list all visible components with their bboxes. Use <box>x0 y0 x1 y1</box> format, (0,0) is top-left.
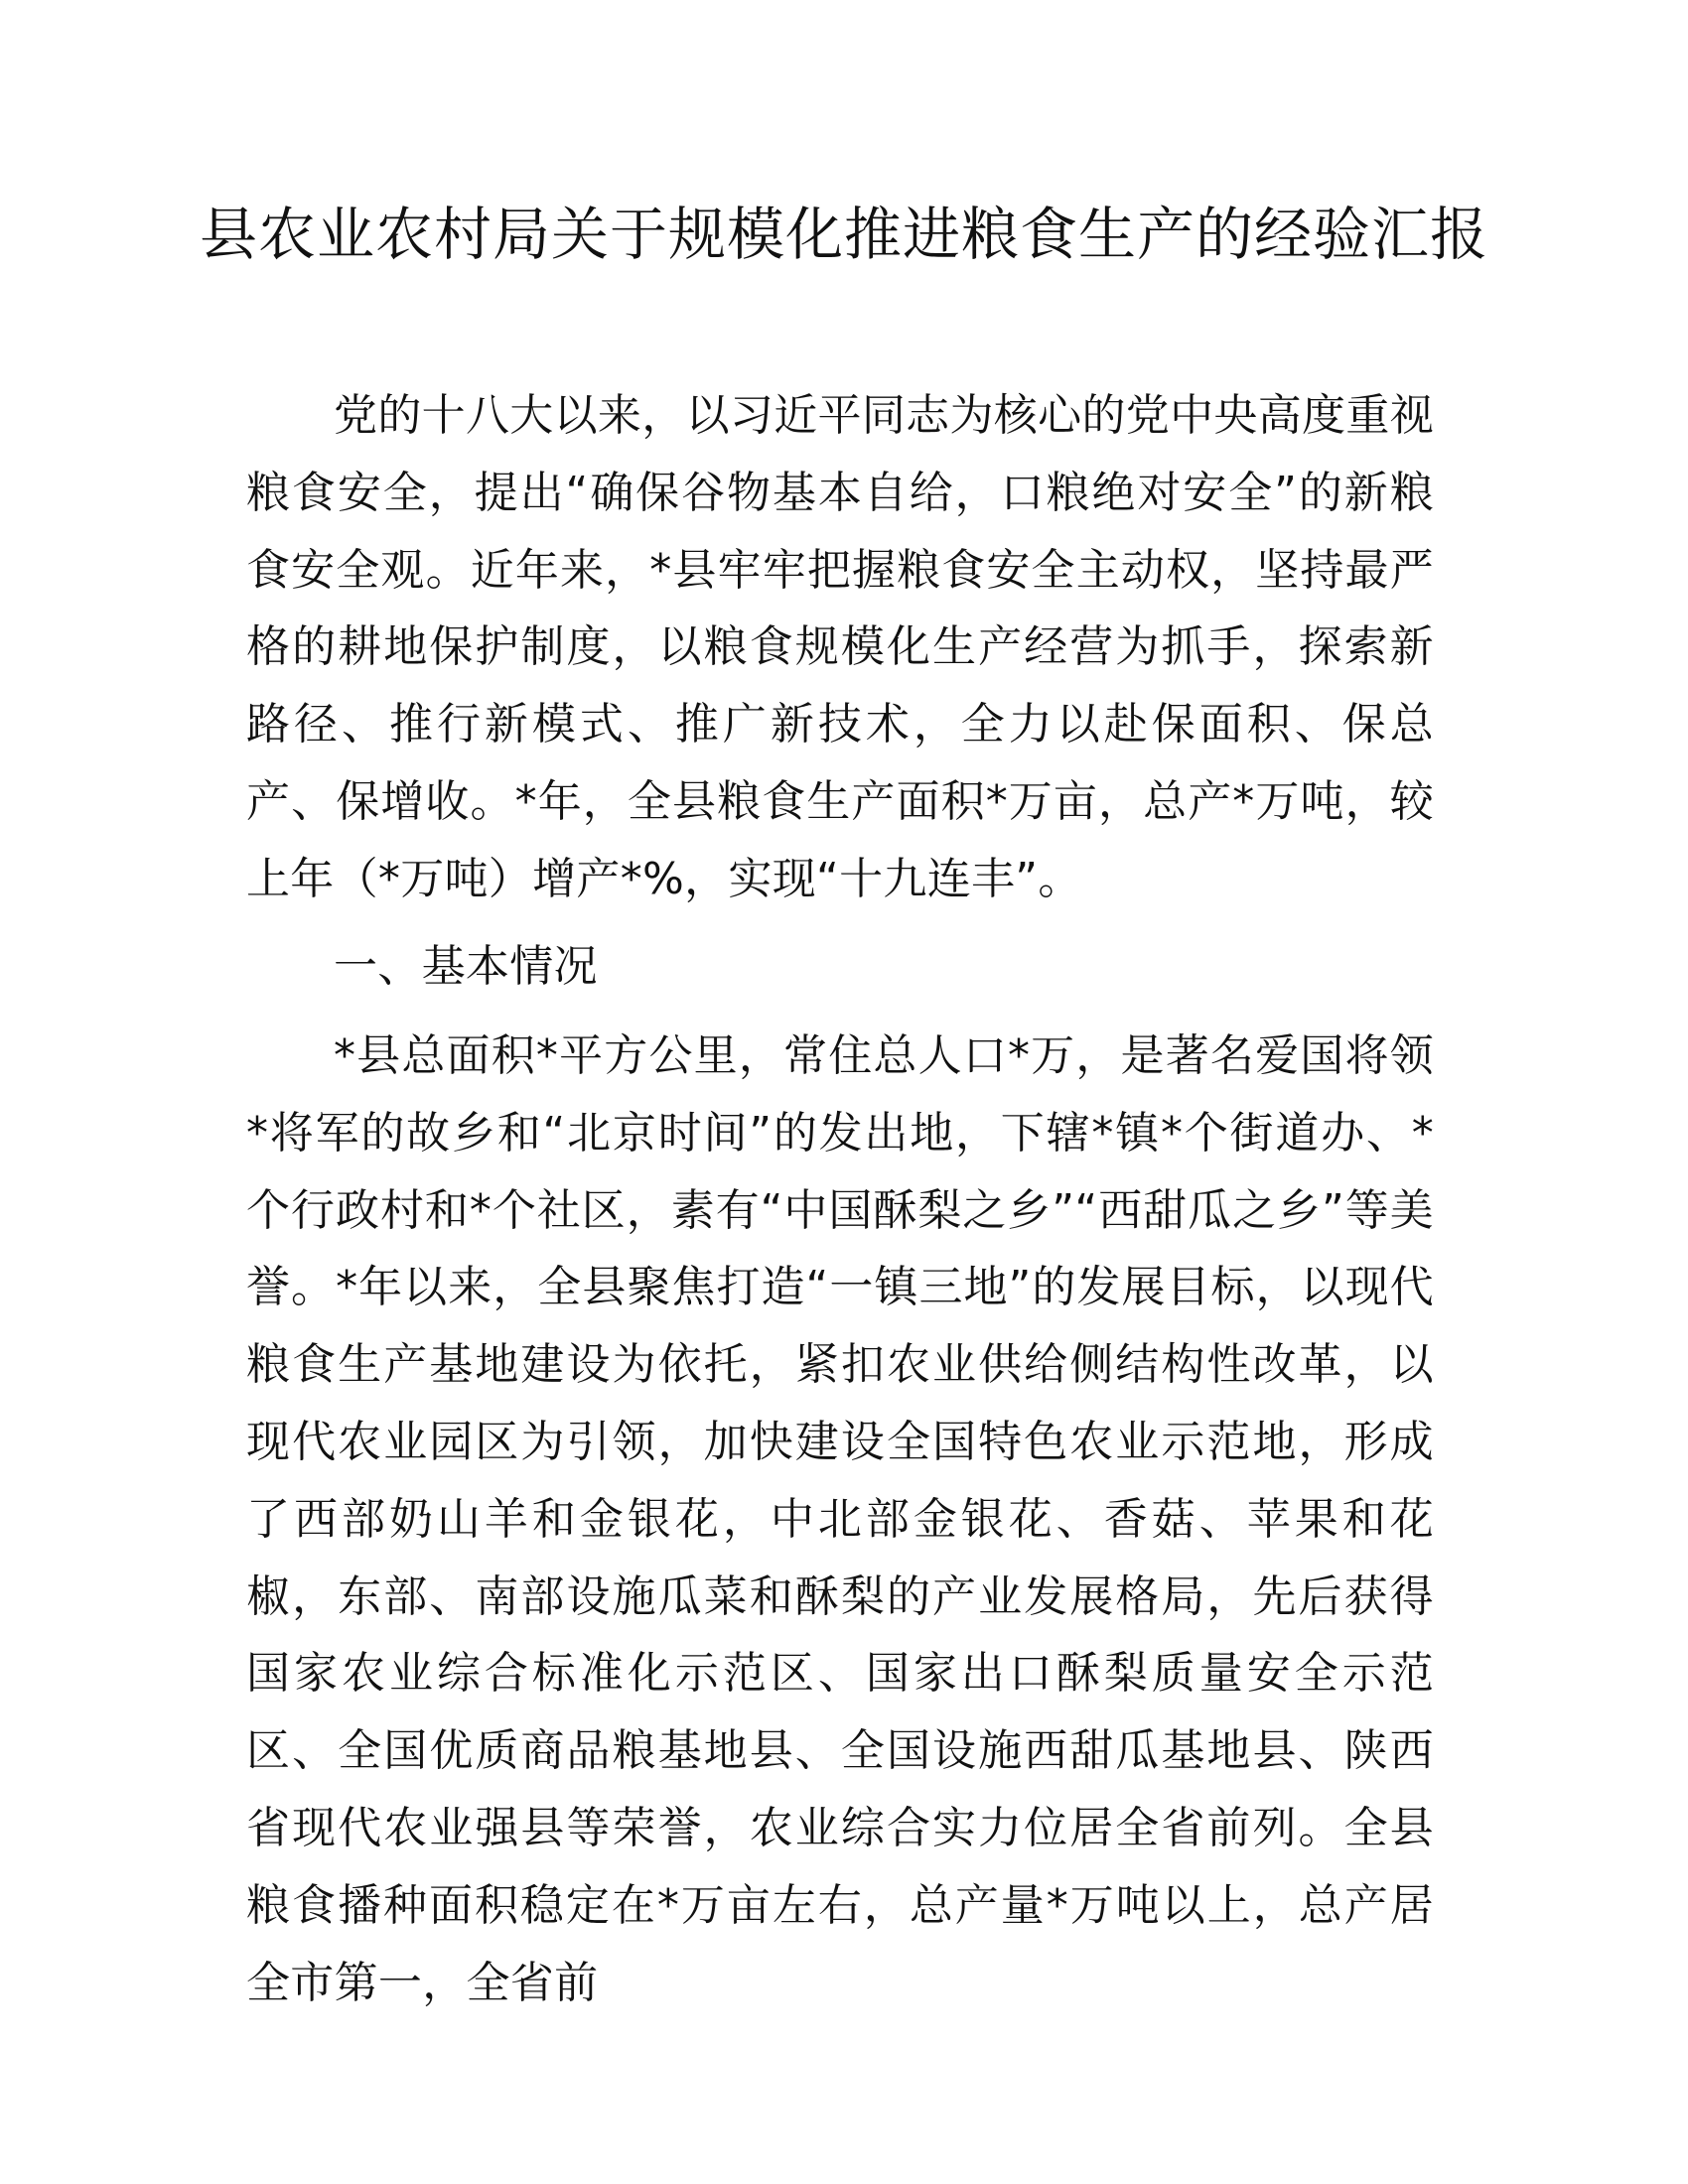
section-paragraph: *县总面积*平方公里，常住总人口*万，是著名爱国将领*将军的故乡和“北京时间”的发出地，下辖*镇*个街道办、*个行政村和*个社区，素有“中国酥梨之乡”“西甜瓜之乡”等美誉。*年以来，全县聚焦打造“一镇三地”的发展目标，以现代粮食生产基地建设为依托，紧扣农业供给侧结构性改革，以现代农业园区为引领，加快建设全国特色农业示范地，形成了西部奶山羊和金银花，中北部金银花、香菇、苹果和花椒，东部、南部设施瓜菜和酥梨的产业发展格局，先后获得国家农业综合标准化示范区、国家出口酥梨质量安全示范区、全国优质商品粮基地县、全国设施西甜瓜基地县、陕西省现代农业强县等荣誉，农业综合实力位居全省前列。全县粮食播种面积稳定在*万亩左右，总产量*万吨以上，总产居全市第一，全省前 <box>246 1030 1434 2008</box>
section-heading: 一、基本情况 <box>334 941 598 992</box>
document-title: 县农业农村局关于规模化推进粮食生产的经验汇报 <box>199 201 1488 268</box>
intro-paragraph: 党的十八大以来，以习近平同志为核心的党中央高度重视粮食安全，提出“确保谷物基本自给，口粮绝对安全”的新粮食安全观。近年来，*县牢牢把握粮食安全主动权，坚持最严格的耕地保护制度，以粮食规模化生产经营为抓手，探索新路径、推行新模式、推广新技术，全力以赴保面积、保总产、保增收。*年，全县粮食生产面积*万亩，总产*万吨，较上年（*万吨）增产*%，实现“十九连丰”。 <box>246 390 1434 904</box>
